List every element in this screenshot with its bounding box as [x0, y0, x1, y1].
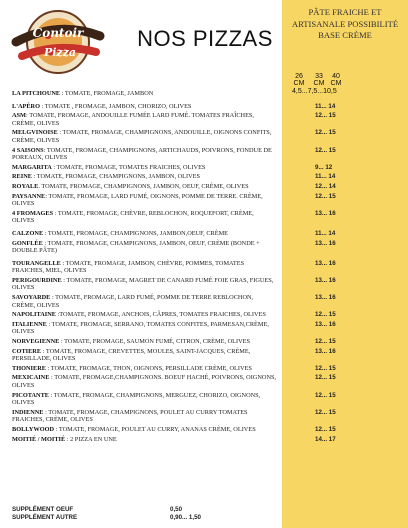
menu-item — [12, 173, 402, 181]
logo-text: Contoir — [32, 26, 84, 40]
menu-item-text — [12, 294, 277, 309]
menu-item-text — [12, 210, 277, 225]
pizza-name: REINE — [12, 173, 32, 181]
pizza-name: PAYSANNE — [12, 192, 46, 200]
pizza-ingredients: . TOMATE, FROMAGE, CHAMPIGNONS, JAMBON, OEUF, CRÈME, OLIVES — [38, 182, 249, 190]
pizza-name: SAVOYARDE — [12, 294, 51, 302]
menu-item-text — [12, 147, 277, 162]
menu-item — [12, 392, 402, 407]
menu-item — [12, 193, 402, 208]
pizza-name: LA PITCHOUNE — [12, 90, 61, 97]
pizza-ingredients: : TOMATE, FROMAGE, CHAMPIGNONS, ARTICHAUDS, POIVRONS, FONDUE DE POREAUX, OLIVES — [12, 146, 272, 162]
menu-item — [12, 294, 402, 309]
menu-item — [12, 90, 402, 98]
pizza-ingredients: : TOMATE, FROMAGE, CHAMPIGNONS, JAMBON,OEUF, CRÈME — [43, 229, 229, 237]
pizza-ingredients: : TOMATE, FROMAGE, JAMBON — [60, 90, 154, 97]
supplements — [12, 506, 272, 522]
menu-item — [12, 426, 402, 434]
menu-item — [12, 129, 402, 144]
menu-item — [12, 260, 402, 275]
pizza-ingredients: : TOMATE, FROMAGE, THON, OIGNONS, PERSILLADE CRÈME, OLIVES — [45, 364, 252, 372]
menu-item-text — [12, 183, 277, 191]
pizza-price: 14... 17 — [315, 435, 336, 443]
pizza-ingredients: : TOMATE, FROMAGE, SERRANO, TOMATES CONFITES, PARMESAN,CRÈME, OLIVES — [12, 320, 269, 336]
menu-item — [12, 311, 402, 319]
pizza-ingredients: : TOMATE, FROMAGE, JAMBON, CHÈVRE, POMMES, TOMATES FRAICHES, MIEL, OLIVES — [12, 259, 245, 275]
supplement-price: 0,90... 1,50 — [170, 514, 201, 521]
menu-item — [12, 277, 402, 292]
menu-item-text — [12, 365, 277, 373]
pizza-name: 4 SAISONS — [12, 146, 44, 154]
pizza-price: 12... 15 — [315, 364, 336, 372]
pitchoune-prices: 4,5...7,5...10,5 — [292, 88, 337, 95]
menu-item-text — [12, 436, 277, 444]
pizza-ingredients: : TOMATE, FROMAGE,CHAMPIGNONS. BOEUF HACHÉ, POIVRONS, OIGNONS, OLIVES — [12, 374, 277, 389]
menu-item — [12, 365, 402, 373]
pizza-name: NORVEGIENNE — [12, 338, 60, 346]
pizza-price: 12... 15 — [315, 408, 336, 416]
menu-item — [12, 230, 402, 238]
pizza-price: 13... 16 — [315, 239, 336, 247]
pizza-name: MARGARITA — [12, 163, 52, 171]
pizza-name: INDIENNE — [12, 408, 44, 416]
size-26-unit: CM — [293, 80, 305, 87]
supplement-row — [12, 506, 272, 514]
supplement-price: 0,50 — [170, 506, 183, 513]
pizza-name: L'APÉRO — [12, 102, 40, 110]
menu-item — [12, 348, 402, 363]
pizza-name: ASM — [12, 112, 26, 120]
menu-item-text — [12, 260, 277, 275]
pizza-ingredients: : TOMATE, FROMAGE, SAUMON FUMÉ, CITRON, CRÈME, OLIVES — [59, 338, 250, 346]
menu-item — [12, 409, 402, 424]
supplement-row — [12, 514, 272, 522]
pizza-name: CALZONE — [12, 229, 44, 237]
pizza-ingredients: : TOMATE, FROMAGE, POULET AU CURRY, ANANAS CRÈME, OLIVES — [54, 425, 256, 433]
pizza-price: 12... 14 — [315, 182, 336, 190]
menu-item-text — [12, 374, 277, 389]
pizza-price: 12... 15 — [315, 391, 336, 399]
menu-item-text — [12, 338, 277, 346]
pizza-ingredients: : TOMATE , FROMAGE, JAMBON, CHORIZO, OLIVES — [40, 102, 192, 110]
pizza-price: 12... 15 — [315, 374, 336, 382]
pizza-ingredients: : TOMATE, FROMAGE, CHAMPIGNONS, POULET AU CURRY TOMATES FRAICHES, CRÈME, OLIVES — [12, 408, 248, 424]
menu-item — [12, 374, 402, 389]
menu-item — [12, 112, 402, 127]
pizza-price: 13... 16 — [315, 320, 336, 328]
menu-item-text — [12, 311, 277, 319]
menu-item — [12, 436, 402, 444]
pizza-ingredients: : TOMATE, FROMAGE, CREVETTES, MOULES, SAINT-JACQUES, CRÈME, PERSILLADE, OLIVES — [12, 347, 251, 363]
pizza-price: 11... 14 — [315, 102, 336, 110]
pizza-price: 12... 15 — [315, 311, 336, 319]
menu-item-text — [12, 112, 277, 127]
menu-item-text — [12, 164, 277, 172]
menu-item — [12, 210, 402, 225]
pizza-name: 4 FROMAGES — [12, 209, 54, 217]
pizza-price: 13... 16 — [315, 259, 336, 267]
pizza-price: 13... 16 — [315, 347, 336, 355]
pizza-name: BOLLYWOOD — [12, 425, 55, 433]
menu-item-text — [12, 240, 277, 255]
pizza-ingredients: : TOMATE, FROMAGE, CHÈVRE, REBLOCHON, ROQUEFORT, CRÈME, OLIVES — [12, 209, 254, 225]
pizza-ingredients: : TOMATE, FROMAGE, CHAMPIGNONS, JAMBON, OLIVES — [31, 173, 201, 181]
menu-item-text — [12, 173, 277, 181]
menu-item-text — [12, 277, 277, 292]
pizza-price: 13... 16 — [315, 209, 336, 217]
size-33-unit: CM — [313, 80, 325, 87]
pizza-name: MELGVINOISE — [12, 129, 58, 137]
pizza-name: TOURANGELLE — [12, 259, 61, 267]
pizza-name: MOITIÉ / MOITIÉ — [12, 435, 66, 443]
pizza-ingredients: : TOMATE, FROMAGE, MAGRET DE CANARD FUMÉ FOIE GRAS, FIGUES, OLIVES — [12, 276, 274, 292]
size-26: 26 — [295, 73, 303, 80]
pizza-price: 13... 16 — [315, 276, 336, 284]
pizza-price: 12... 15 — [315, 129, 336, 137]
menu-item — [12, 103, 402, 111]
menu-item-text — [12, 90, 277, 98]
pizza-price: 12... 15 — [315, 338, 336, 346]
pizza-ingredients: : TOMATE, FROMAGE, ANDOUILLE FUMÉE LARD FUMÉ. TOMATES FRAÎCHES, CRÈME, OLIVES — [12, 112, 254, 127]
pizza-price: 12... 15 — [315, 146, 336, 154]
pizza-name: PICOTANTE — [12, 391, 49, 399]
menu-item-text — [12, 426, 277, 434]
page-title: NOS PIZZAS — [137, 26, 273, 51]
pizza-ingredients: :TOMATE, FROMAGE, ANCHOIS, CÂPRES, TOMATES FRAICHES, OLIVES — [55, 311, 266, 319]
svg-text:Pizza: Pizza — [43, 46, 77, 59]
pizza-name: ITALIENNE — [12, 320, 47, 328]
pizza-name: GONFLÉE — [12, 239, 43, 247]
pizza-price: 11... 14 — [315, 173, 336, 181]
pizza-list — [12, 88, 402, 443]
menu-item — [12, 321, 402, 336]
pizza-ingredients: : 2 PIZZA EN UNE — [65, 435, 117, 443]
pizza-name: COTIERE — [12, 347, 42, 355]
menu-item — [12, 147, 402, 162]
pizza-ingredients: : TOMATE, FROMAGE, CHAMPIGNONS, JAMBON, OEUF, CRÈME (BONDE + DOUBLE PÂTE) — [12, 239, 260, 255]
pizza-price: 12... 15 — [315, 192, 336, 200]
dough-note: PÂTE FRAICHE ET ARTISANALE POSSIBILITÉ BASE CRÈME — [291, 7, 399, 40]
menu-item-text — [12, 103, 277, 111]
menu-item-text — [12, 193, 277, 208]
pizza-ingredients: : TOMATE, FROMAGE, TOMATES FRAICHES, OLIVES — [51, 163, 206, 171]
pizza-name: MEXICAINE — [12, 374, 50, 382]
pizza-name: THONIERE — [12, 364, 46, 372]
menu-item-text — [12, 348, 277, 363]
supplement-label: SUPPLÉMENT AUTRE — [12, 514, 78, 521]
menu-item — [12, 183, 402, 191]
menu-item — [12, 164, 402, 172]
pizza-price: 12... 15 — [315, 112, 336, 120]
pizza-name: PERIGOURDINE — [12, 276, 62, 284]
menu-item-text — [12, 392, 277, 407]
pizza-name: ROYALE — [12, 182, 39, 190]
pizza-ingredients: : TOMATE, FROMAGE, CHAMPIGNONS, MERGUEZ, CHORIZO, OIGNONS, OLIVES — [12, 391, 261, 407]
menu-item-text — [12, 321, 277, 336]
pizza-price: 13... 16 — [315, 294, 336, 302]
size-40-unit: CM — [330, 80, 342, 87]
pizza-ingredients: : TOMATE, FROMAGE, LARD FUMÉ, POMME DE TERRE REBLOCHON, CRÈME, OLIVES — [12, 294, 254, 309]
pizza-ingredients: : TOMATE, FROMAGE, CHAMPIGNONS, ANDOUILLE, OIGNONS CONFITS, CRÈME, OLIVES — [12, 129, 272, 144]
menu-item-text — [12, 129, 277, 144]
menu-item — [12, 240, 402, 255]
size-40: 40 — [332, 73, 340, 80]
restaurant-logo — [8, 6, 108, 78]
pizza-ingredients: : TOMATE, FROMAGE, LARD FUMÉ, OIGNONS, POMME DE TERRE. CRÈME, OLIVES — [12, 192, 263, 208]
size-33: 33 — [315, 73, 323, 80]
pizza-price: 12... 15 — [315, 425, 336, 433]
menu-item-text — [12, 409, 277, 424]
supplement-label: SUPPLÉMENT OEUF — [12, 506, 74, 513]
pizza-name: NAPOLITAINE — [12, 311, 56, 319]
menu-item — [12, 338, 402, 346]
pizza-price: 11... 14 — [315, 229, 336, 237]
pizza-price: 9... 12 — [315, 163, 333, 171]
menu-item-text — [12, 230, 277, 238]
